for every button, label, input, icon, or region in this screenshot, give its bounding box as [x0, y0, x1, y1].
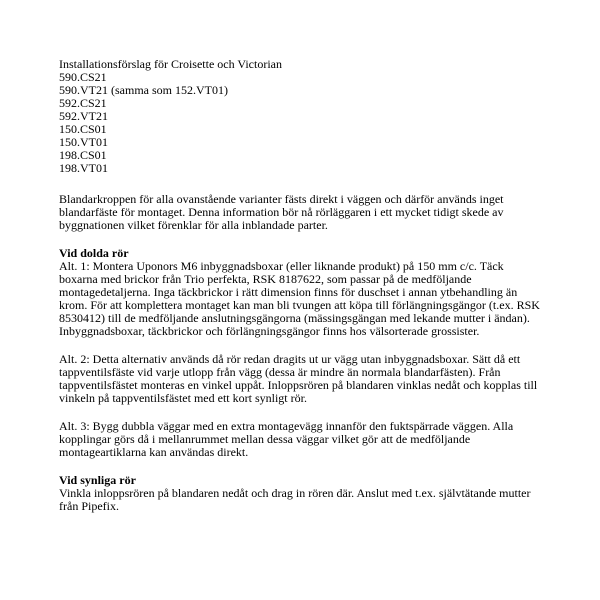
title-product-list-line: 590.CS21	[59, 70, 107, 84]
title-product-list-line: 198.CS01	[59, 148, 107, 162]
title-product-list-line: 198.VT01	[59, 161, 108, 175]
alt-1-paragraph-line: montagedetaljerna. Inga täckbrickor i rätt dimension finns för duschset i annan ytbehandling än	[59, 285, 518, 299]
alt-2-paragraph	[59, 353, 570, 405]
title-product-list-line: 150.CS01	[59, 122, 107, 136]
alt-3-paragraph-line: Alt. 3: Bygg dubbla väggar med en extra montagevägg innanför den fuktspärrade väggen. Alla	[59, 419, 514, 433]
synliga-ror-paragraph-line: från Pipefix.	[59, 499, 119, 513]
title-product-list-line: 592.CS21	[59, 96, 107, 110]
synliga-ror-paragraph	[59, 487, 570, 513]
alt-2-paragraph-line: vinkeln på tappventilsfästet med ett kort synligt rör.	[59, 391, 307, 405]
intro-paragraph	[59, 193, 570, 232]
synliga-ror-paragraph-line: Vinkla inloppsrören på blandaren nedåt och drag in rören där. Anslut med t.ex. självtätande mutter	[59, 486, 531, 500]
alt-2-paragraph-line: tappventilsfäste vid varje utlopp från vägg (dessa är mindre än normala blandarfästen). Från	[59, 365, 501, 379]
title-product-list-line: 150.VT01	[59, 135, 108, 149]
title-product-list-line: Installationsförslag för Croisette och Victorian	[59, 57, 283, 71]
intro-paragraph-line: blandarfäste för montaget. Denna information bör nå rörläggaren i ett mycket tidigt skede av	[59, 205, 504, 219]
alt-2-paragraph-line: tappventilsfästet monteras en vinkel uppåt. Inloppsrören på blandaren vinklas nedåt och kopplas till	[59, 378, 538, 392]
intro-paragraph-line: byggnationen vilket förenklar för alla inblandade parter.	[59, 218, 328, 232]
alt-3-paragraph-line: kopplingar görs då i mellanrummet mellan dessa väggar vilket gör att de medföljande	[59, 432, 471, 446]
alt-3-paragraph-line: montageartiklarna kan användas direkt.	[59, 445, 249, 459]
section-heading-synliga-ror-line: Vid synliga rör	[59, 473, 136, 487]
title-product-list-line: 592.VT21	[59, 109, 108, 123]
alt-1-paragraph-line: krom. För att komplettera montaget kan man bli tvungen att köpa till förlängningsgängor (t.ex. RSK	[59, 298, 540, 312]
alt-1-paragraph	[59, 260, 570, 338]
title-product-list	[59, 58, 570, 175]
intro-paragraph-line: Blandarkroppen för alla ovanstående varianter fästs direkt i väggen och därför används inget	[59, 192, 504, 206]
alt-1-paragraph-line: 8530412) till de medföljande anslutningsgängorna (mässingsgängan med lekande mutter i ändan).	[59, 311, 530, 325]
title-product-list-line: 590.VT21 (samma som 152.VT01)	[59, 83, 228, 97]
alt-2-paragraph-line: Alt. 2: Detta alternativ används då rör redan dragits ut ur vägg utan inbyggnadsboxar. Sätt då ett	[59, 352, 521, 366]
alt-1-paragraph-line: Alt. 1: Montera Uponors M6 inbyggnadsboxar (eller liknande produkt) på 150 mm c/c. Täck	[59, 259, 504, 273]
alt-1-paragraph-line: Inbyggnadsboxar, täckbrickor och förlängningsgängor finns hos välsorterade grossister.	[59, 324, 480, 338]
alt-3-paragraph	[59, 420, 570, 459]
alt-1-paragraph-line: boxarna med brickor från Trio perfekta, RSK 8187622, som passar på de medföljande	[59, 272, 472, 286]
section-heading-dolda-ror-line: Vid dolda rör	[59, 246, 129, 260]
